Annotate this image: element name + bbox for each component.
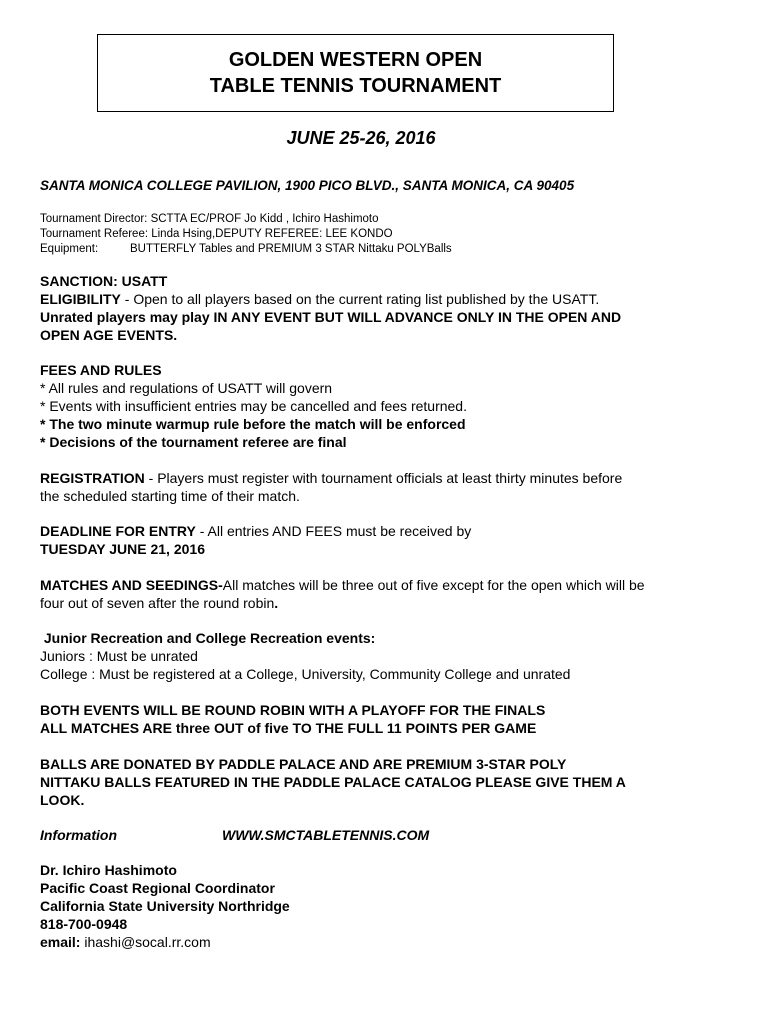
contact-phone: 818-700-0948 bbox=[40, 916, 128, 932]
eligibility-line bbox=[40, 290, 740, 308]
information-url[interactable]: WWW.SMCTABLETENNIS.COM bbox=[222, 827, 430, 843]
fees-heading: FEES AND RULES bbox=[40, 362, 162, 378]
contact-role: Pacific Coast Regional Coordinator bbox=[40, 880, 275, 896]
information-row bbox=[40, 827, 429, 843]
email-address[interactable]: ihashi@socal.rr.com bbox=[80, 934, 211, 950]
staff-block bbox=[40, 212, 452, 257]
event-date: JUNE 25-26, 2016 bbox=[286, 128, 436, 148]
deadline-text: - All entries AND FEES must be received by bbox=[195, 523, 472, 539]
format-line-2: ALL MATCHES ARE three OUT of five TO THE FULL 11 POINTS PER GAME bbox=[40, 720, 537, 736]
junior-section bbox=[40, 629, 740, 683]
eligibility-text: - Open to all players based on the current rating list published by the USATT. bbox=[120, 291, 600, 307]
venue: SANTA MONICA COLLEGE PAVILION, 1900 PICO BLVD., SANTA MONICA, CA 90405 bbox=[40, 178, 575, 193]
information-label: Information bbox=[40, 827, 117, 843]
registration-section bbox=[40, 469, 640, 505]
registration-text: - Players must register with tournament officials at least thirty minutes before the scheduled starting time of their match. bbox=[40, 470, 623, 504]
rule-3: * The two minute warmup rule before the match will be enforced bbox=[40, 416, 466, 432]
contact-org: California State University Northridge bbox=[40, 898, 290, 914]
sanction: SANCTION: USATT bbox=[40, 273, 168, 289]
registration-label: REGISTRATION bbox=[40, 470, 145, 486]
equipment-line bbox=[40, 242, 452, 257]
contact-section bbox=[40, 861, 740, 951]
eligibility-label: ELIGIBILITY bbox=[40, 291, 121, 307]
director-line: Tournament Director: SCTTA EC/PROF Jo Kidd , Ichiro Hashimoto bbox=[40, 213, 379, 225]
matches-label: MATCHES AND SEEDINGS- bbox=[40, 577, 223, 593]
deadline-section bbox=[40, 522, 740, 558]
deadline-label: DEADLINE FOR ENTRY bbox=[40, 523, 196, 539]
rule-1: * All rules and regulations of USATT will govern bbox=[40, 380, 333, 396]
juniors-line: Juniors : Must be unrated bbox=[40, 648, 198, 664]
deadline-date: TUESDAY JUNE 21, 2016 bbox=[40, 541, 205, 557]
matches-text: All matches will be three out of five except for the open which will be four out of seven after the round robin bbox=[40, 577, 645, 611]
equipment-label: Equipment: bbox=[40, 243, 99, 255]
title-line-1: GOLDEN WESTERN OPEN bbox=[228, 49, 483, 71]
contact-name: Dr. Ichiro Hashimoto bbox=[40, 862, 177, 878]
junior-heading: Junior Recreation and College Recreation events: bbox=[40, 630, 376, 646]
format-line-1: BOTH EVENTS WILL BE ROUND ROBIN WITH A PLAYOFF FOR THE FINALS bbox=[40, 702, 546, 718]
balls-section: BALLS ARE DONATED BY PADDLE PALACE AND ARE PREMIUM 3-STAR POLY NITTAKU BALLS FEATURED IN THE PADDLE PALACE CATALOG PLEASE GIVE THEM A LOOK. bbox=[40, 756, 626, 808]
fees-section bbox=[40, 361, 740, 451]
title-line-2: TABLE TENNIS TOURNAMENT bbox=[209, 75, 502, 97]
rule-2: * Events with insufficient entries may be cancelled and fees returned. bbox=[40, 398, 467, 414]
college-line: College : Must be registered at a College, University, Community College and unrated bbox=[40, 666, 571, 682]
eligibility-unrated: Unrated players may play IN ANY EVENT BUT WILL ADVANCE ONLY IN THE OPEN AND OPEN AGE EVENTS. bbox=[40, 309, 622, 343]
equipment-value: BUTTERFLY Tables and PREMIUM 3 STAR Nittaku POLYBalls bbox=[130, 243, 452, 255]
format-section bbox=[40, 701, 740, 737]
title-box bbox=[97, 34, 614, 112]
email-label: email: bbox=[40, 934, 81, 950]
eligibility-section bbox=[40, 272, 740, 344]
matches-period: . bbox=[274, 595, 279, 611]
matches-section bbox=[40, 576, 660, 612]
rule-4: * Decisions of the tournament referee are final bbox=[40, 434, 347, 450]
referee-line: Tournament Referee: Linda Hsing,DEPUTY REFEREE: LEE KONDO bbox=[40, 228, 393, 240]
